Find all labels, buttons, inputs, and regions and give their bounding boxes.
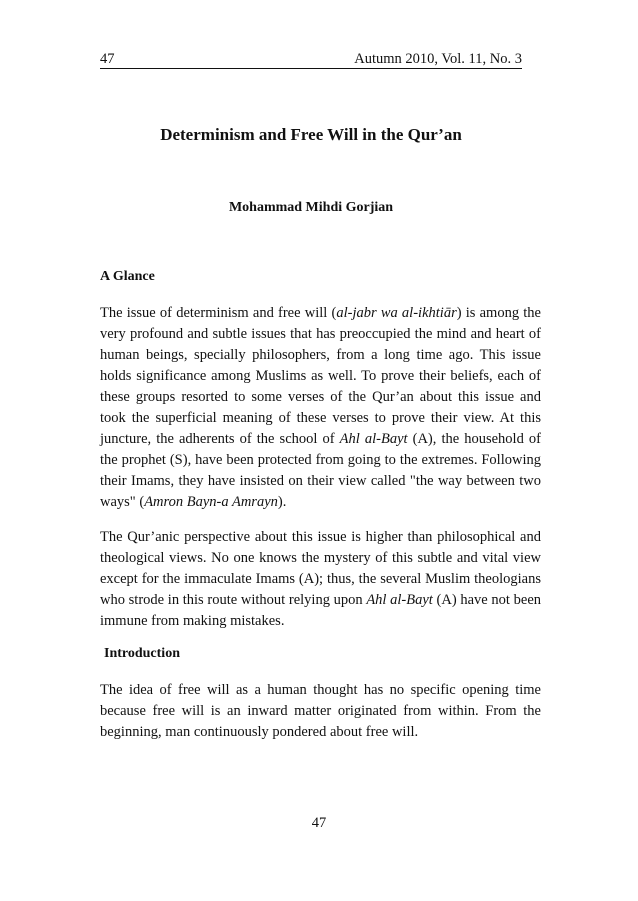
glance-paragraph-2 <box>100 527 541 632</box>
text-run: ). <box>277 494 287 510</box>
running-header <box>100 50 522 69</box>
text-run: (A), the household of the prophet (S), have been protected from going to the extremes. Following their Imams, they have insisted on their view called "the way between two ways" ( <box>100 431 541 510</box>
section-heading-introduction: Introduction <box>104 646 180 661</box>
section-heading-glance: A Glance <box>100 269 155 284</box>
article-author: Mohammad Mihdi Gorjian <box>228 200 394 215</box>
italic-term: al-jabr wa al-ikhtiār <box>336 305 457 321</box>
italic-term: Ahl al-Bayt <box>339 431 408 447</box>
italic-term: Ahl al-Bayt <box>366 592 433 608</box>
article-title: Determinism and Free Will in the Qur’an <box>160 125 462 144</box>
text-run: ) is among the very profound and subtle issues that has preoccupied the mind and heart of human beings, specially philosophers, from a long time ago. This issue holds significance among Muslims as well. To prove their beliefs, each of these groups resorted to some verses of the Qur’an about this issue and took the superficial meaning of these verses to prove their view. At this juncture, the adherents of the school of <box>100 305 541 447</box>
text-run: The Qur’anic perspective about this issue is higher than philosophical and theological views. No one knows the mystery of this subtle and vital view except for the immaculate Imams (A); thus, the several Muslim theologians who strode in this route without relying upon <box>100 529 541 608</box>
header-page-number: 47 <box>100 51 115 67</box>
header-issue: Autumn 2010, Vol. 11, No. 3 <box>354 51 522 67</box>
text-run: The issue of determinism and free will ( <box>100 305 337 321</box>
footer-page-number: 47 <box>311 815 327 831</box>
glance-paragraph-1 <box>100 303 541 513</box>
introduction-paragraph-1: The idea of free will as a human thought has no specific opening time because free will is an inward matter originated from within. From the beginning, man continuously pondered about free will. <box>100 682 541 740</box>
page-body <box>100 50 540 743</box>
italic-term: Amron Bayn-a Amrayn <box>144 494 278 510</box>
text-run: (A) have not been immune from making mistakes. <box>100 592 541 629</box>
